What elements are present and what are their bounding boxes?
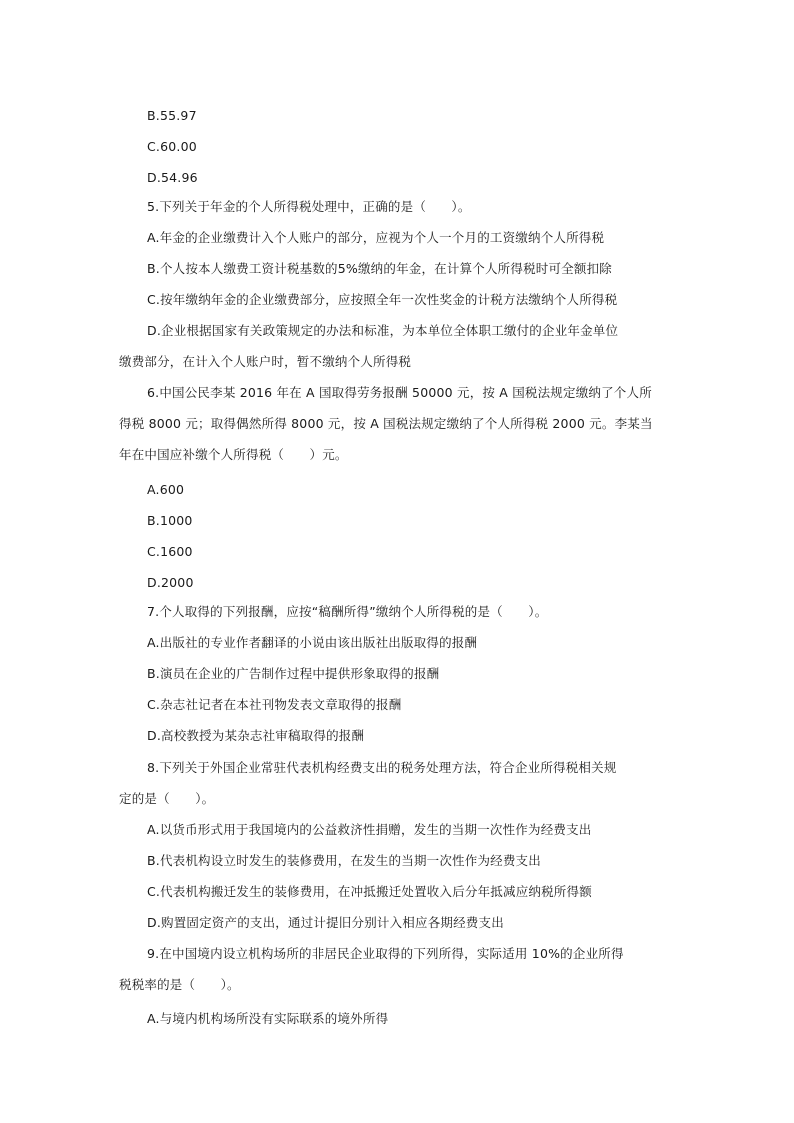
option-a-q9: A.与境内机构场所没有实际联系的境外所得 [147,1011,389,1026]
option-b-q6: B.1000 [147,513,193,528]
option-c-q7: C.杂志社记者在本社刊物发表文章取得的报酬 [147,697,402,712]
option-a-q5: A.年金的企业缴费计入个人账户的部分，应视为个人一个月的工资缴纳个人所得税 [147,230,605,245]
option-d-q4: D.54.96 [147,170,198,185]
option-d-q7: D.高校教授为某杂志社审稿取得的报酬 [147,728,365,743]
question-5: 5.下列关于年金的个人所得税处理中，正确的是（ ）。 [147,199,471,214]
option-d-q5: D.企业根据国家有关政策规定的办法和标准，为本单位全体职工缴付的企业年金单位 [147,323,619,338]
question-7: 7.个人取得的下列报酬，应按“稿酬所得”缴纳个人所得税的是（ ）。 [147,604,548,619]
option-b-q5: B.个人按本人缴费工资计税基数的5%缴纳的年金，在计算个人所得税时可全额扣除 [147,261,612,276]
option-d-q5-continued: 缴费部分，在计入个人账户时，暂不缴纳个人所得税 [119,354,412,369]
option-c-q4: C.60.00 [147,139,197,154]
question-6-line-3: 年在中国应补缴个人所得税（ ）元。 [119,447,348,462]
option-c-q5: C.按年缴纳年金的企业缴费部分，应按照全年一次性奖金的计税方法缴纳个人所得税 [147,292,618,307]
question-9: 9.在中国境内设立机构场所的非居民企业取得的下列所得，实际适用 10%的企业所得 [147,946,624,961]
question-6: 6.中国公民李某 2016 年在 A 国取得劳务报酬 50000 元，按 A 国税法规定缴纳了个人所 [147,385,652,400]
option-a-q7: A.出版社的专业作者翻译的小说由该出版社出版取得的报酬 [147,635,478,650]
question-8: 8.下列关于外国企业常驻代表机构经费支出的税务处理方法，符合企业所得税相关规 [147,760,617,775]
question-8-line-2: 定的是（ ）。 [119,791,215,806]
option-a-q6: A.600 [147,482,185,497]
option-b-q4: B.55.97 [147,108,197,123]
option-a-q8: A.以货币形式用于我国境内的公益救济性捐赠，发生的当期一次性作为经费支出 [147,822,592,837]
option-b-q8: B.代表机构设立时发生的装修费用，在发生的当期一次性作为经费支出 [147,853,541,868]
question-9-line-2: 税税率的是（ ）。 [119,977,240,992]
option-c-q8: C.代表机构搬迁发生的装修费用，在冲抵搬迁处置收入后分年抵减应纳税所得额 [147,884,592,899]
question-6-line-2: 得税 8000 元；取得偶然所得 8000 元，按 A 国税法规定缴纳了个人所得税 2000 元。李某当 [119,416,653,431]
option-b-q7: B.演员在企业的广告制作过程中提供形象取得的报酬 [147,666,440,681]
option-d-q6: D.2000 [147,575,194,590]
option-d-q8: D.购置固定资产的支出，通过计提旧分别计入相应各期经费支出 [147,915,504,930]
option-c-q6: C.1600 [147,544,193,559]
